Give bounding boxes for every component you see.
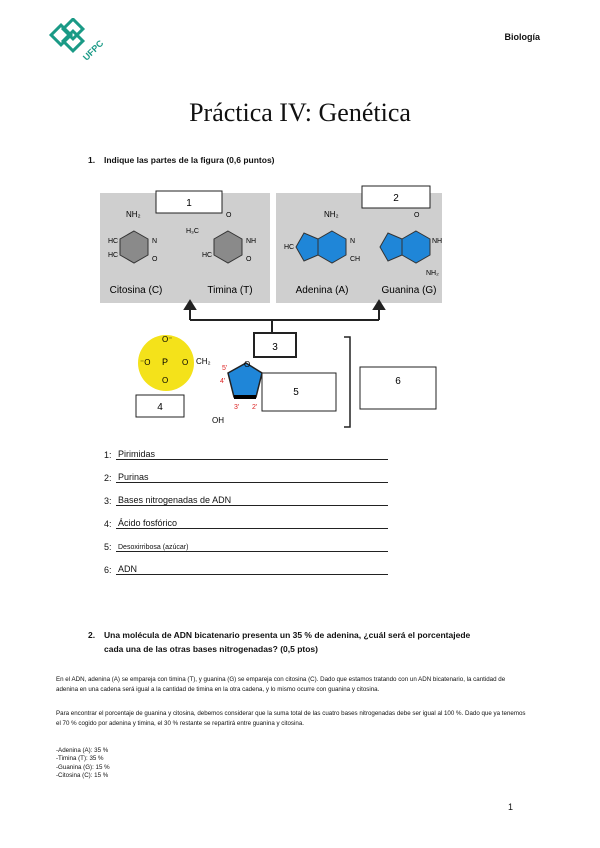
answer-6: ADN <box>118 564 138 574</box>
label-box-2-text: 2 <box>393 193 399 204</box>
answer-5: Desoxirribosa (azúcar) <box>118 544 189 551</box>
deoxyribose-sugar <box>212 360 267 425</box>
svg-text:HC: HC <box>284 244 295 251</box>
svg-text:P: P <box>162 357 169 367</box>
question-2-number: 2. <box>88 630 96 640</box>
label-box-3-text: 3 <box>272 342 278 353</box>
guanine-label: Guanina (G) <box>381 285 437 296</box>
answer-row-1: 1: Pirimidas <box>104 446 388 460</box>
svg-text:NH: NH <box>432 238 443 245</box>
phosphate-group <box>138 335 211 391</box>
svg-text:NH₂: NH₂ <box>324 210 339 219</box>
svg-text:O: O <box>244 360 251 369</box>
svg-text:O⁻: O⁻ <box>162 335 173 344</box>
svg-text:O: O <box>226 212 232 219</box>
answer-3: Bases nitrogenadas de ADN <box>118 495 232 505</box>
answer-row-6: 6: ADN <box>104 561 388 575</box>
svg-text:O: O <box>246 256 252 263</box>
question-2-text: Una molécula de ADN bicatenario presenta un 35 % de adenina, ¿cuál será el porcentajede cada una de las otras bases nitrogenadas? (0,5 ptos) <box>104 630 471 654</box>
result-cytosine: -Citosina (C): 15 % <box>56 772 109 780</box>
svg-text:NH₂: NH₂ <box>426 270 439 277</box>
result-thymine: -Timina (T): 35 % <box>56 755 104 763</box>
answer-2: Purinas <box>118 472 149 482</box>
svg-text:O: O <box>152 256 158 263</box>
adenine-label: Adenina (A) <box>295 285 349 296</box>
answer-paragraph-1: En el ADN, adenina (A) se empareja con timina (T), y guanina (G) se empareja con citosina (C). Dado que estamos tratando con un ADN bicatenario, la cantidad de adenina en una cadena será igual a la cantidad de timina en la otra cadena, y lo mismo ocurre con guanina y citosina. <box>56 676 506 693</box>
label-box-5-text: 5 <box>293 387 299 398</box>
svg-text:N: N <box>152 238 158 245</box>
label-box-5 <box>262 373 336 411</box>
answer-row-3: 3: Bases nitrogenadas de ADN <box>104 492 388 506</box>
svg-text:N: N <box>350 238 356 245</box>
label-box-1-text: 1 <box>186 198 192 209</box>
dna-figure <box>96 183 446 433</box>
svg-text:H₃C: H₃C <box>186 228 199 235</box>
page-number: 1 <box>508 802 514 812</box>
svg-text:HC: HC <box>108 238 119 245</box>
question-1-text: Indique las partes de la figura (0,6 puntos) <box>104 155 275 165</box>
subject-label: Biología <box>504 32 540 42</box>
svg-text:NH: NH <box>246 238 257 245</box>
label-box-6-text: 6 <box>395 376 401 387</box>
svg-text:NH₂: NH₂ <box>126 210 141 219</box>
svg-text:OH: OH <box>212 416 224 425</box>
answer-1: Pirimidas <box>118 449 156 459</box>
question-1-number: 1. <box>88 155 96 165</box>
svg-text:HC: HC <box>108 252 119 259</box>
result-adenine: -Adenina (A): 35 % <box>56 747 109 754</box>
svg-text:2': 2' <box>252 404 258 411</box>
cytosine-label: Citosina (C) <box>109 285 163 296</box>
arrows <box>185 301 384 333</box>
answer-row-5: 5: Desoxirribosa (azúcar) <box>104 538 388 552</box>
logo-text: UFPC <box>80 38 106 63</box>
answer-row-4: 4: Ácido fosfórico <box>104 515 388 529</box>
svg-text:O: O <box>162 376 169 385</box>
page-title: Práctica IV: Genética <box>189 98 411 127</box>
svg-text:3': 3' <box>234 404 240 411</box>
logo <box>44 18 114 68</box>
svg-text:4': 4' <box>220 378 226 385</box>
svg-text:CH₂: CH₂ <box>196 357 211 366</box>
svg-text:5': 5' <box>222 365 228 372</box>
result-guanine: -Guanina (G): 15 % <box>56 763 110 771</box>
svg-text:HC: HC <box>202 252 213 259</box>
answer-4: Ácido fosfórico <box>118 518 178 528</box>
label-box-6 <box>360 367 436 409</box>
svg-text:⁻O: ⁻O <box>140 358 151 367</box>
logo-icon <box>44 18 114 68</box>
svg-text:CH: CH <box>350 256 361 263</box>
answer-paragraph-2: Para encontrar el porcentaje de guanina y citosina, debemos considerar que la suma total de las cuatro bases nitrogenadas debe ser igual al 100 %. Dado que ya tenemos el 70 % cogido por adenina y timina, el 30 % restante se repartirá entre guanina y citosina. <box>56 710 526 727</box>
label-box-4-text: 4 <box>157 402 163 413</box>
results-list <box>56 747 110 781</box>
svg-text:O: O <box>414 212 420 219</box>
svg-text:O: O <box>182 358 189 367</box>
thymine-label: Timina (T) <box>207 285 253 296</box>
answer-row-2: 2: Purinas <box>104 469 388 483</box>
bracket <box>344 337 350 427</box>
